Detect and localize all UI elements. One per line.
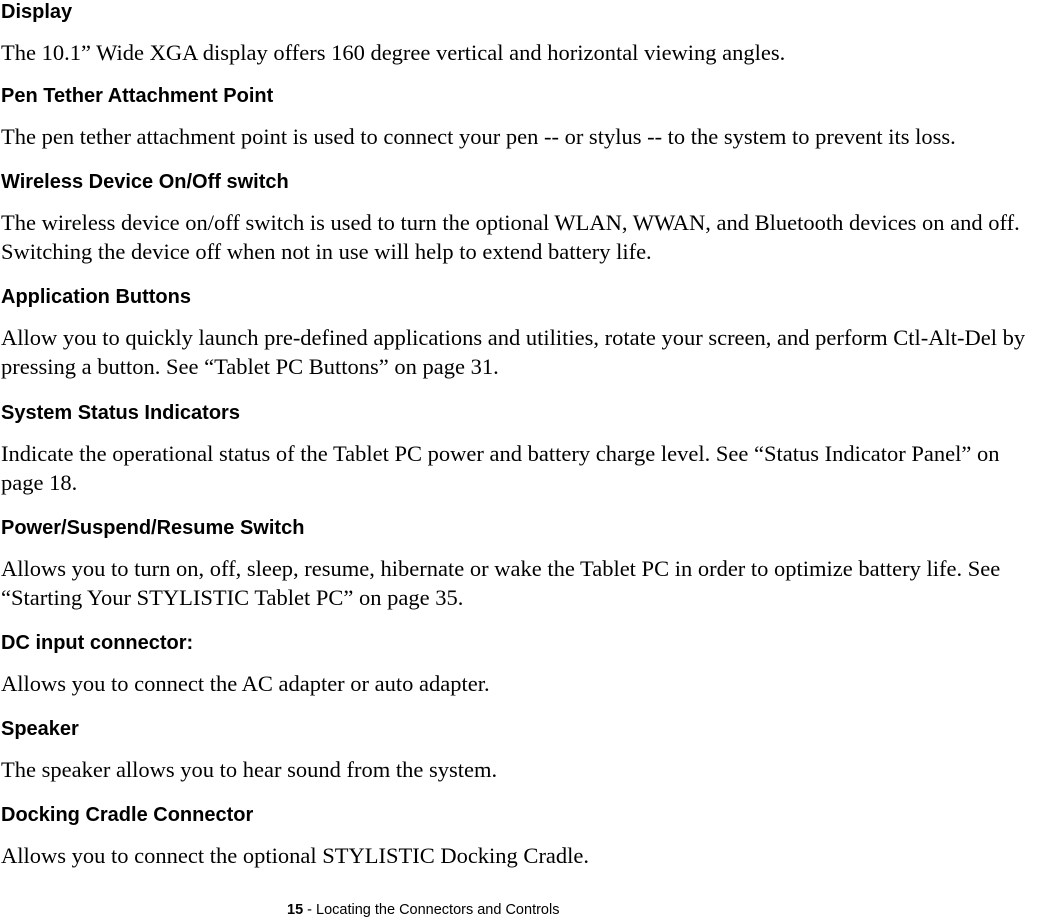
section-docking-cradle bbox=[1, 803, 1043, 870]
section-power-switch bbox=[1, 516, 1043, 612]
section-body: Allows you to connect the AC adapter or auto adapter. bbox=[1, 671, 490, 696]
section-status-indicators bbox=[1, 401, 1043, 497]
page-number: 15 bbox=[287, 902, 304, 918]
section-display bbox=[1, 0, 1043, 67]
page-footer bbox=[287, 901, 559, 919]
section-body: The 10.1” Wide XGA display offers 160 degree vertical and horizontal viewing angles. bbox=[1, 40, 786, 65]
section-body: Allows you to connect the optional STYLISTIC Docking Cradle. bbox=[1, 843, 590, 868]
section-body: The speaker allows you to hear sound from the system. bbox=[1, 757, 498, 782]
section-application-buttons bbox=[1, 285, 1043, 381]
section-body: Allows you to turn on, off, sleep, resume, hibernate or wake the Tablet PC in order to optimize battery life. See “Starting Your STYLISTIC Tablet PC” on page 35. bbox=[1, 556, 1001, 610]
section-heading: DC input connector: bbox=[1, 632, 194, 654]
section-heading: Display bbox=[1, 1, 73, 23]
footer-separator: - bbox=[303, 902, 317, 918]
section-heading: System Status Indicators bbox=[1, 402, 240, 424]
section-dc-input bbox=[1, 631, 1043, 698]
section-body: Indicate the operational status of the Tablet PC power and battery charge level. See “Status Indicator Panel” on page 18. bbox=[1, 441, 1000, 495]
section-speaker bbox=[1, 717, 1043, 784]
section-heading: Application Buttons bbox=[1, 286, 191, 308]
section-heading: Pen Tether Attachment Point bbox=[1, 85, 274, 107]
section-heading: Wireless Device On/Off switch bbox=[1, 171, 289, 193]
section-heading: Speaker bbox=[1, 718, 79, 740]
section-heading: Power/Suspend/Resume Switch bbox=[1, 517, 305, 539]
footer-title: Locating the Connectors and Controls bbox=[316, 902, 560, 918]
section-body: The pen tether attachment point is used to connect your pen -- or stylus -- to the system to prevent its loss. bbox=[1, 124, 956, 149]
section-wireless-switch bbox=[1, 170, 1043, 266]
section-pen-tether bbox=[1, 84, 1043, 151]
section-body: The wireless device on/off switch is used to turn the optional WLAN, WWAN, and Bluetooth devices on and off. Switching the device off when not in use will help to extend battery life. bbox=[1, 210, 1020, 264]
section-body: Allow you to quickly launch pre-defined applications and utilities, rotate your screen, and perform Ctl-Alt-Del by pressing a button. See “Tablet PC Buttons” on page 31. bbox=[1, 325, 1026, 379]
section-heading: Docking Cradle Connector bbox=[1, 804, 254, 826]
